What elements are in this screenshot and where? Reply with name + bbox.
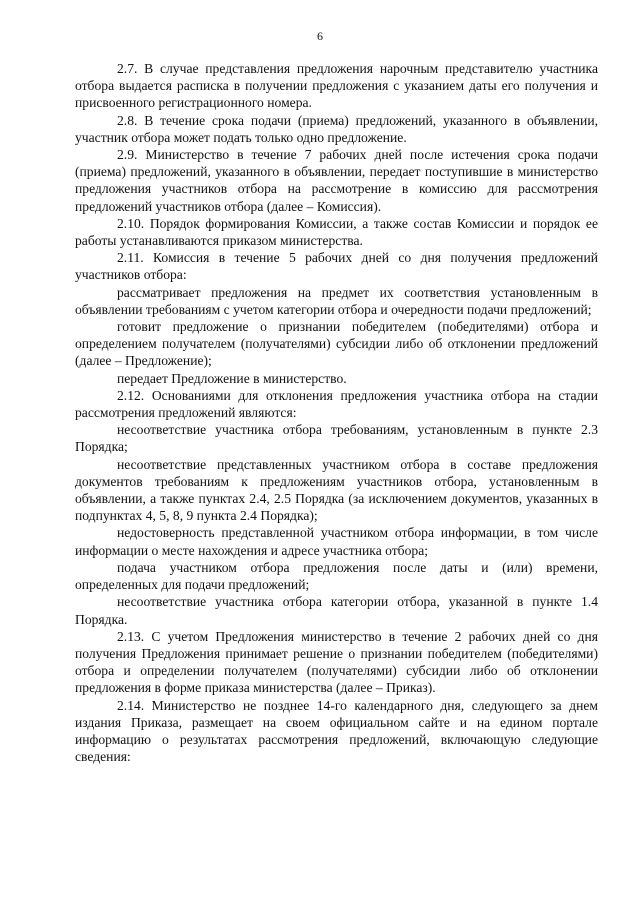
- paragraph-2-9: 2.9. Министерство в течение 7 рабочих дней после истечения срока подачи (приема) предложений, указанного в объявлении, передает поступившие в министерство предложения участников отбора на рассмотрение в комиссию для рассмотрения предложений участников отбора (далее – Комиссия).: [75, 147, 598, 214]
- list-item-requirements-mismatch: несоответствие участника отбора требованиям, установленным в пункте 2.3 Порядка;: [75, 422, 598, 455]
- page-number: 6: [317, 29, 323, 43]
- list-item-transfers: передает Предложение в министерство.: [117, 370, 347, 386]
- paragraph-2-12: 2.12. Основаниями для отклонения предложения участника отбора на стадии рассмотрения предложений являются:: [75, 387, 598, 421]
- list-item-considers: рассматривает предложения на предмет их соответствия установленным в объявлении требованиям с учетом категории отбора и очередности подачи предложений;: [75, 284, 598, 317]
- list-item-prepares: готовит предложение о признании победителем (победителями) отбора и определением получателем (получателями) субсидии либо об отклонении предложений (далее – Предложение);: [75, 319, 598, 369]
- paragraph-2-13: 2.13. С учетом Предложения министерство в течение 2 рабочих дней со дня получения Предложения принимает решение о признании победителем (победителями) отбора и определении получателем (получателями) субсидии либо об отклонении предложения в форме приказа министерства (далее – Приказ).: [75, 628, 598, 696]
- list-item-inaccuracy: недостоверность представленной участником отбора информации, в том числе информации о месте нахождения и адресе участника отбора;: [75, 525, 598, 558]
- list-item-late-submission: подача участником отбора предложения после даты и (или) времени, определенных для подачи предложений;: [75, 559, 598, 593]
- paragraph-2-8: 2.8. В течение срока подачи (приема) предложений, указанного в объявлении, участник отбора может подать только одно предложение.: [75, 112, 598, 145]
- list-item-documents-mismatch: несоответствие представленных участником отбора в составе предложения документов требованиям к предложениям участников отбора, установленным в объявлении, а также пунктах 2.4, 2.5 Порядка (за исключением документов, указанных в подпунктах 4, 5, 8, 9 пункта 2.4 Порядка);: [75, 456, 598, 524]
- paragraph-2-14: 2.14. Министерство не позднее 14-го календарного дня, следующего за днем издания Приказа, размещает на своем официальном сайте и на едином портале информацию о результатах рассмотрения предложений, включающую следующие сведения:: [75, 697, 598, 765]
- document-body: [75, 60, 598, 765]
- paragraph-2-11: 2.11. Комиссия в течение 5 рабочих дней со дня получения предложений участников отбора:: [75, 250, 598, 283]
- paragraph-2-10: 2.10. Порядок формирования Комиссии, а также состав Комиссии и порядок ее работы устанавливаются приказом министерства.: [75, 215, 598, 249]
- paragraph-2-7: 2.7. В случае представления предложения нарочным представителю участника отбора выдается расписка в получении предложения с указанием даты его получения и присвоенного регистрационного номера.: [75, 61, 598, 111]
- list-item-category-mismatch: несоответствие участника отбора категории отбора, указанной в пункте 1.4 Порядка.: [75, 594, 598, 627]
